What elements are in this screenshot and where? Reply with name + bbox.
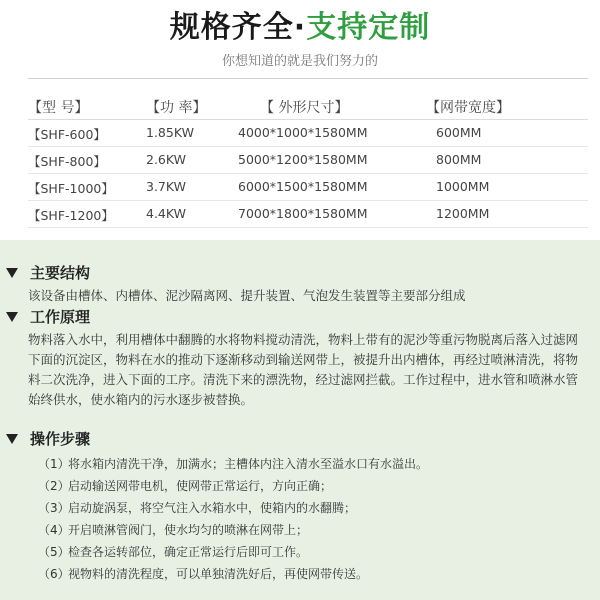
cell-model: 【SHF-800】 [28, 154, 106, 169]
table-row [28, 147, 588, 174]
cell-belt-width: 1200MM [436, 206, 490, 221]
step-number: （2） [38, 479, 70, 493]
header-belt-width: 【网带宽度】 [426, 100, 510, 116]
spec-panel [0, 0, 600, 240]
section-title-label: 操作步骤 [30, 430, 91, 448]
steps-list [6, 450, 428, 585]
cell-dimensions: 7000*1800*1580MM [238, 206, 368, 221]
cell-model: 【SHF-1200】 [28, 208, 114, 223]
header-power: 【功 率】 [146, 100, 207, 116]
cell-dimensions: 4000*1000*1580MM [238, 125, 368, 140]
step-number: （3） [38, 501, 70, 515]
list-item [38, 541, 428, 563]
step-text: 启动输送网带电机，使网带正常运行，方向正确； [68, 479, 333, 493]
triangle-down-icon [6, 312, 18, 322]
section-title [6, 262, 484, 284]
list-item [38, 497, 428, 519]
table-row [28, 201, 588, 228]
cell-dimensions: 6000*1500*1580MM [238, 179, 368, 194]
section-principle [6, 306, 600, 410]
page-title [0, 8, 600, 48]
section-title-label: 主要结构 [30, 264, 91, 282]
title-part-a: 规格齐全 [169, 10, 294, 45]
description-panel [0, 240, 600, 600]
cell-belt-width: 800MM [436, 152, 482, 167]
step-text: 检查各运转部位，确定正常运行后即可工作。 [68, 545, 309, 559]
section-title [6, 306, 600, 328]
step-text: 启动旋涡泵，将空气注入水箱水中，使箱内的水翻腾； [68, 501, 357, 515]
cell-power: 2.6KW [146, 152, 186, 167]
list-item [38, 563, 428, 585]
table-row [28, 120, 588, 147]
cell-power: 4.4KW [146, 206, 186, 221]
triangle-down-icon [6, 268, 18, 278]
triangle-down-icon [6, 434, 18, 444]
step-text: 开启喷淋管阀门，使水均匀的喷淋在网带上； [68, 523, 309, 537]
step-number: （6） [38, 567, 70, 581]
step-text: 视物料的清洗程度，可以单独清洗好后，再使网带传送。 [68, 567, 369, 581]
section-body: 物料落入水中，利用槽体中翻腾的水将物料搅动清洗，物料上带有的泥沙等重污物脱离后落入过滤网下面的沉淀区，物料在水的推动下逐渐移动到输送网带上，被提升出内槽体，再经过喷淋清洗，将物料二次洗净，进入下面的工序。清洗下来的漂洗物，经过滤网拦截。工作过程中，进水管和喷淋水管始终供水，使水箱内的污水逐步被替换。 [28, 332, 579, 407]
list-item [38, 475, 428, 497]
list-item [38, 453, 428, 475]
table-row [28, 174, 588, 201]
cell-model: 【SHF-1000】 [28, 181, 114, 196]
section-title-label: 工作原理 [30, 308, 91, 326]
cell-power: 3.7KW [146, 179, 186, 194]
header-model: 【型 号】 [28, 100, 89, 116]
cell-dimensions: 5000*1200*1580MM [238, 152, 368, 167]
list-item [38, 519, 428, 541]
section-steps [6, 428, 428, 585]
step-number: （1） [38, 457, 70, 471]
cell-belt-width: 1000MM [436, 179, 490, 194]
step-text: 将水箱内清洗干净，加满水；主槽体内注入清水至溢水口有水溢出。 [68, 457, 429, 471]
title-dot: · [293, 10, 307, 45]
section-title [6, 428, 428, 450]
section-structure [6, 262, 484, 306]
header-dimensions: 【 外形尺寸】 [260, 100, 349, 116]
section-body: 该设备由槽体、内槽体、泥沙隔离网、提升装置、气泡发生装置等主要部分组成 [28, 288, 466, 303]
cell-power: 1.85KW [146, 125, 194, 140]
step-number: （5） [38, 545, 70, 559]
spec-table [28, 92, 588, 228]
spec-table-header [28, 92, 588, 120]
page-subtitle: 你想知道的就是我们努力的 [221, 54, 378, 69]
divider [28, 78, 588, 79]
cell-belt-width: 600MM [436, 125, 482, 140]
title-part-b: 支持定制 [306, 10, 431, 45]
cell-model: 【SHF-600】 [28, 127, 106, 142]
step-number: （4） [38, 523, 70, 537]
